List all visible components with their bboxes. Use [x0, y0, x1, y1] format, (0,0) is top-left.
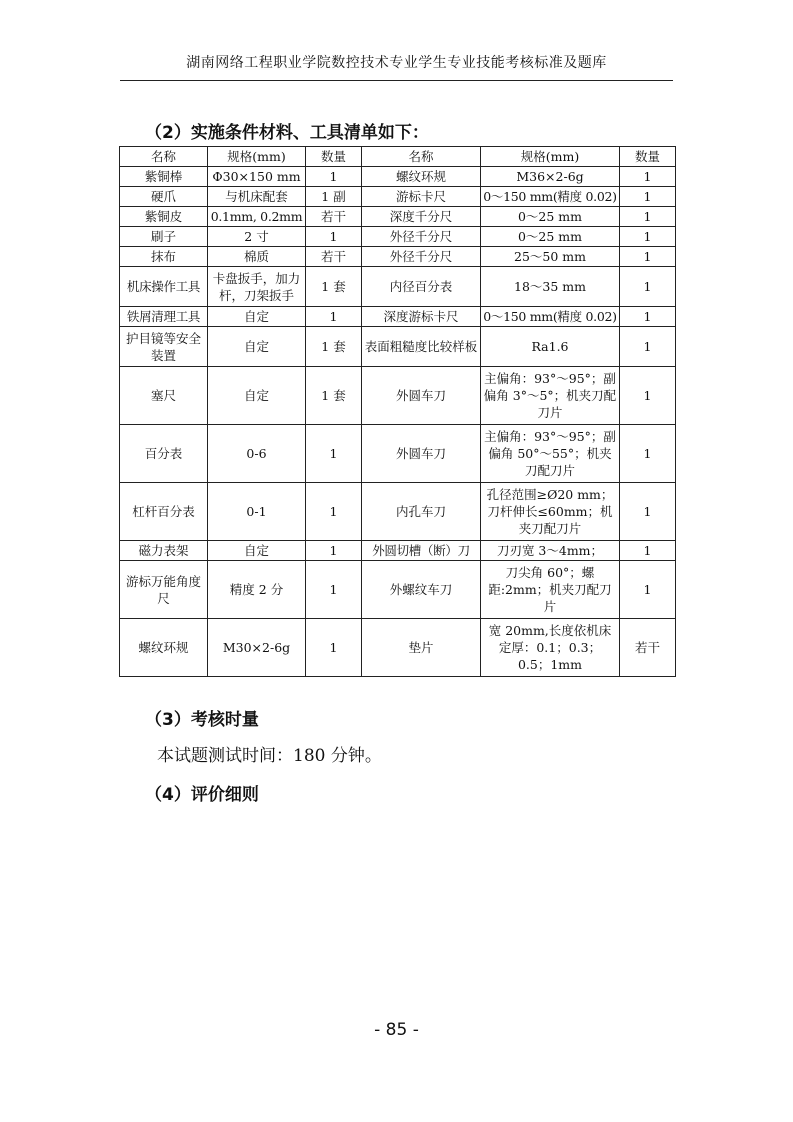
- section-heading-duration: （3）考核时量: [145, 710, 259, 730]
- item-name: 紫铜皮: [120, 207, 208, 227]
- item-name: 螺纹环规: [362, 167, 481, 187]
- materials-tools-table: [119, 146, 676, 677]
- header-name: 名称: [120, 147, 208, 167]
- table-row: [120, 367, 676, 425]
- header-rule: [120, 80, 673, 81]
- item-spec: 宽 20mm,长度依机床定厚：0.1；0.3；0.5；1mm: [481, 619, 620, 677]
- item-spec: 0～150 mm(精度 0.02): [481, 187, 620, 207]
- item-spec: 刀尖角 60°；螺距:2mm；机夹刀配刀片: [481, 561, 620, 619]
- table-header-row: [120, 147, 676, 167]
- item-spec: 0-1: [208, 483, 306, 541]
- item-name: 内径百分表: [362, 267, 481, 307]
- item-qty: 1: [306, 425, 362, 483]
- item-name: 螺纹环规: [120, 619, 208, 677]
- item-name: 游标万能角度尺: [120, 561, 208, 619]
- item-qty: 1: [306, 307, 362, 327]
- item-qty: 1: [620, 247, 676, 267]
- item-name: 磁力表架: [120, 541, 208, 561]
- item-qty: 1: [620, 425, 676, 483]
- item-name: 表面粗糙度比较样板: [362, 327, 481, 367]
- table-row: [120, 425, 676, 483]
- item-spec: 自定: [208, 541, 306, 561]
- item-spec: 刀刃宽 3～4mm；: [481, 541, 620, 561]
- table-row: [120, 561, 676, 619]
- item-spec: 0.1mm, 0.2mm: [208, 207, 306, 227]
- item-spec: 主偏角：93°～95°；副偏角 3°～5°；机夹刀配刀片: [481, 367, 620, 425]
- item-spec: 与机床配套: [208, 187, 306, 207]
- duration-text: 本试题测试时间：180 分钟。: [157, 746, 382, 766]
- item-spec: 精度 2 分: [208, 561, 306, 619]
- table-row: [120, 327, 676, 367]
- item-name: 外螺纹车刀: [362, 561, 481, 619]
- item-qty: 1: [620, 327, 676, 367]
- table-row: [120, 227, 676, 247]
- item-name: 护目镜等安全装置: [120, 327, 208, 367]
- item-name: 外圆车刀: [362, 425, 481, 483]
- item-spec: 自定: [208, 327, 306, 367]
- item-qty: 1: [306, 561, 362, 619]
- item-qty: 1: [620, 267, 676, 307]
- item-spec: 自定: [208, 307, 306, 327]
- item-qty: 1: [306, 541, 362, 561]
- table-row: [120, 167, 676, 187]
- item-qty: 1: [306, 167, 362, 187]
- item-qty: 1: [620, 207, 676, 227]
- running-header: 湖南网络工程职业学院数控技术专业学生专业技能考核标准及题库: [186, 55, 607, 71]
- item-name: 深度千分尺: [362, 207, 481, 227]
- header-spec: 规格(mm): [481, 147, 620, 167]
- item-qty: 若干: [620, 619, 676, 677]
- item-spec: 孔径范围≥Ø20 mm；刀杆伸长≤60mm；机夹刀配刀片: [481, 483, 620, 541]
- item-name: 深度游标卡尺: [362, 307, 481, 327]
- header-qty: 数量: [306, 147, 362, 167]
- table-row: [120, 247, 676, 267]
- item-name: 外圆切槽（断）刀: [362, 541, 481, 561]
- item-name: 外径千分尺: [362, 247, 481, 267]
- item-qty: 1: [306, 483, 362, 541]
- item-name: 塞尺: [120, 367, 208, 425]
- table-row: [120, 267, 676, 307]
- item-spec: 棉质: [208, 247, 306, 267]
- item-qty: 1: [620, 561, 676, 619]
- item-spec: 自定: [208, 367, 306, 425]
- item-qty: 1 套: [306, 267, 362, 307]
- item-name: 铁屑清理工具: [120, 307, 208, 327]
- item-name: 游标卡尺: [362, 187, 481, 207]
- item-qty: 1: [306, 227, 362, 247]
- page-number: - 85 -: [374, 1020, 419, 1040]
- item-spec: M36×2-6g: [481, 167, 620, 187]
- item-name: 刷子: [120, 227, 208, 247]
- table-row: [120, 207, 676, 227]
- item-spec: M30×2-6g: [208, 619, 306, 677]
- item-spec: 0-6: [208, 425, 306, 483]
- item-spec: 2 寸: [208, 227, 306, 247]
- section-heading-evaluation: （4）评价细则: [145, 785, 259, 805]
- item-qty: 1: [620, 307, 676, 327]
- item-qty: 1: [620, 167, 676, 187]
- item-name: 硬爪: [120, 187, 208, 207]
- item-qty: 1: [620, 227, 676, 247]
- item-spec: Φ30×150 mm: [208, 167, 306, 187]
- item-qty: 若干: [306, 207, 362, 227]
- header-name: 名称: [362, 147, 481, 167]
- item-qty: 1 副: [306, 187, 362, 207]
- table-row: [120, 483, 676, 541]
- item-qty: 1: [620, 187, 676, 207]
- item-name: 抹布: [120, 247, 208, 267]
- item-spec: Ra1.6: [481, 327, 620, 367]
- item-name: 杠杆百分表: [120, 483, 208, 541]
- item-name: 内孔车刀: [362, 483, 481, 541]
- item-qty: 1: [620, 483, 676, 541]
- header-spec: 规格(mm): [208, 147, 306, 167]
- item-name: 外圆车刀: [362, 367, 481, 425]
- item-name: 外径千分尺: [362, 227, 481, 247]
- item-qty: 若干: [306, 247, 362, 267]
- table-row: [120, 541, 676, 561]
- item-spec: 卡盘扳手，加力杆，刀架扳手: [208, 267, 306, 307]
- item-spec: 0～25 mm: [481, 227, 620, 247]
- header-qty: 数量: [620, 147, 676, 167]
- table-row: [120, 619, 676, 677]
- item-name: 百分表: [120, 425, 208, 483]
- item-spec: 主偏角：93°～95°；副偏角 50°～55°；机夹刀配刀片: [481, 425, 620, 483]
- item-spec: 0～25 mm: [481, 207, 620, 227]
- item-qty: 1: [620, 541, 676, 561]
- item-name: 垫片: [362, 619, 481, 677]
- item-qty: 1 套: [306, 327, 362, 367]
- item-spec: 25～50 mm: [481, 247, 620, 267]
- table-row: [120, 187, 676, 207]
- item-qty: 1: [620, 367, 676, 425]
- item-qty: 1 套: [306, 367, 362, 425]
- section-heading-materials: （2）实施条件材料、工具清单如下：: [145, 123, 429, 143]
- item-name: 机床操作工具: [120, 267, 208, 307]
- table-row: [120, 307, 676, 327]
- item-qty: 1: [306, 619, 362, 677]
- item-name: 紫铜棒: [120, 167, 208, 187]
- item-spec: 0～150 mm(精度 0.02): [481, 307, 620, 327]
- item-spec: 18～35 mm: [481, 267, 620, 307]
